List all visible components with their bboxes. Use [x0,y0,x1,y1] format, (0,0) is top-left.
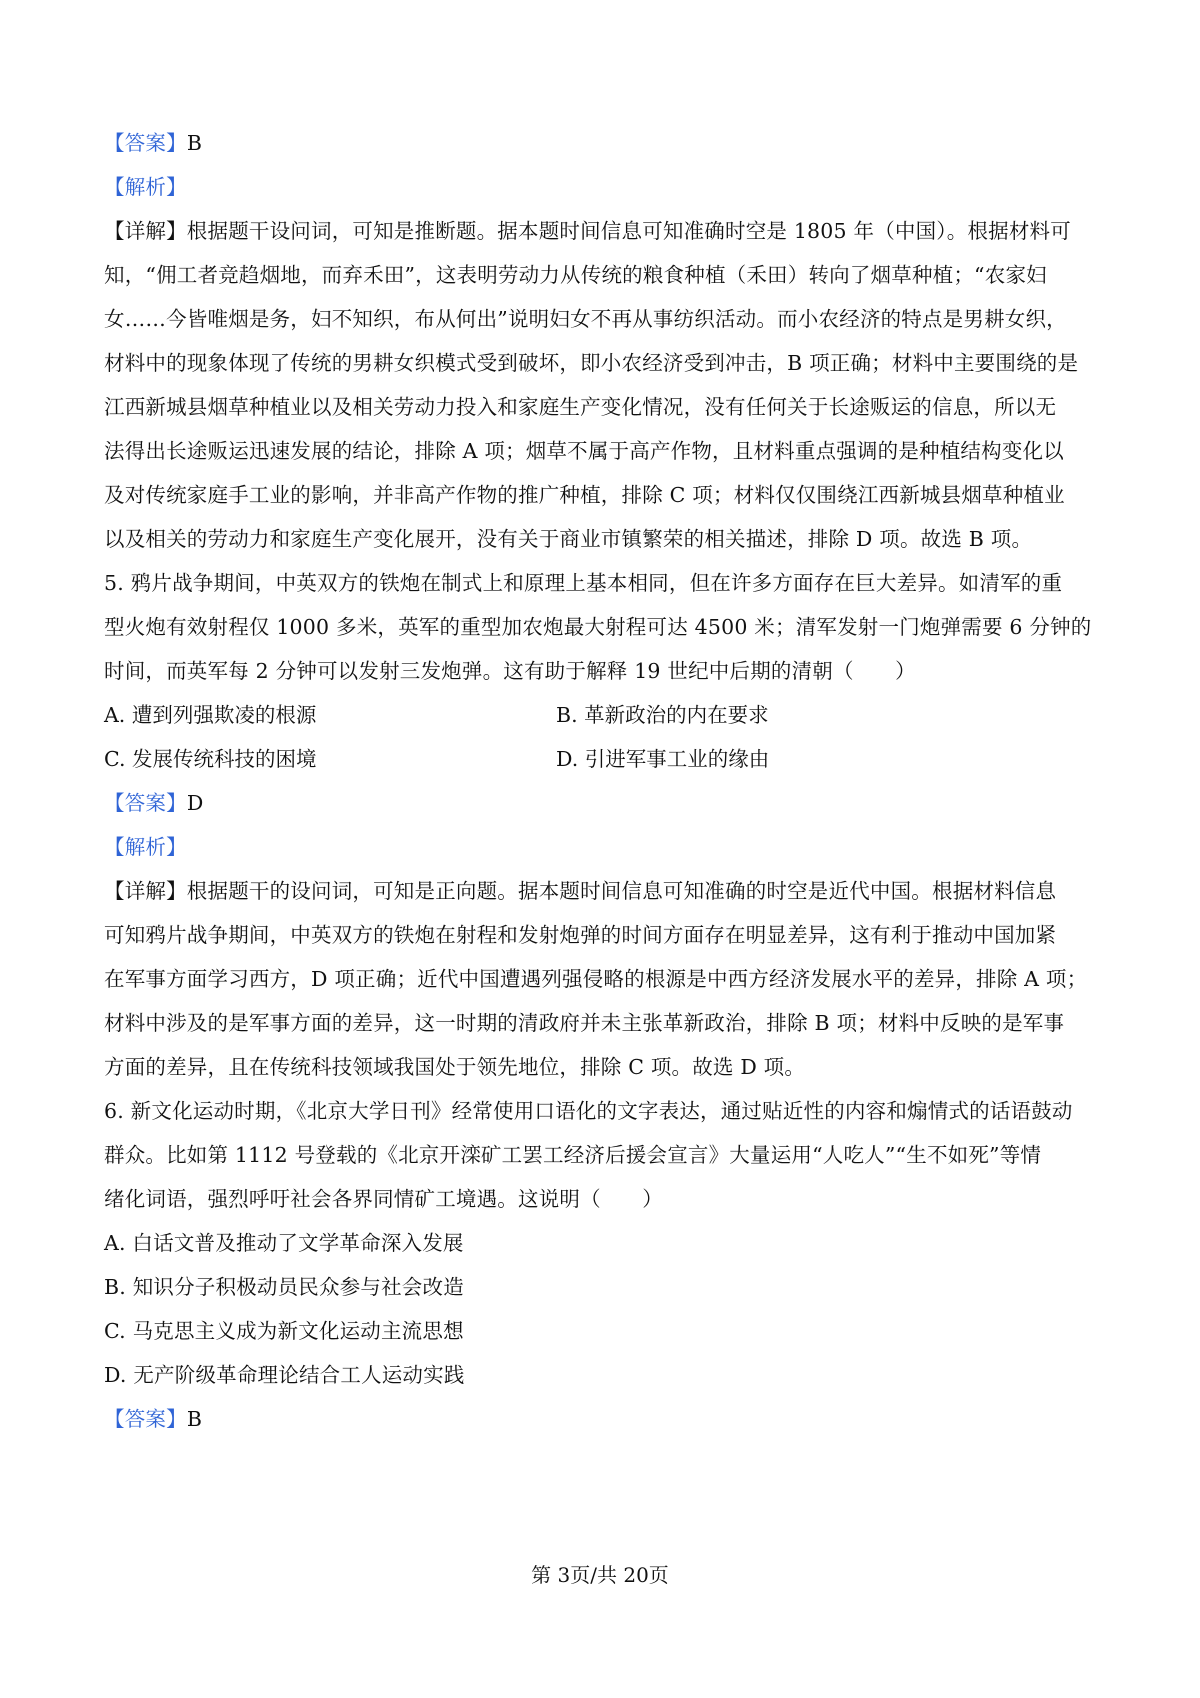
explanation-line: 材料中的现象体现了传统的男耕女织模式受到破坏，即小农经济受到冲击，B 项正确；材料中主要围绕的是 [104,351,1079,375]
analysis-label: 【解析】 [104,835,187,859]
question-5-stem: 5. 鸦片战争期间，中英双方的铁炮在制式上和原理上基本相同，但在许多方面存在巨大差异。如清军的重 [104,571,1063,595]
question-6-stem: 群众。比如第 1112 号登载的《北京开滦矿工罢工经济后援会宣言》大量运用“人吃人”“生不如死”等情 [104,1143,1042,1167]
answer-value: B [186,1407,203,1431]
explanation-line: 【详解】根据题干设问词，可知是推断题。据本题时间信息可知准确时空是 1805 年（中国）。根据材料可 [104,219,1071,243]
explanation-line: 知，“佣工者竞趋烟地，而弃禾田”，这表明劳动力从传统的粮食种植（禾田）转向了烟草种植；“农家妇 [104,263,1047,287]
question-6-option-b: B. 知识分子积极动员民众参与社会改造 [104,1275,464,1299]
question-6-stem: 绪化词语，强烈呼吁社会各界同情矿工境遇。这说明（ ） [104,1187,663,1211]
answer-line [104,788,1104,818]
explanation-line: 江西新城县烟草种植业以及相关劳动力投入和家庭生产变化情况，没有任何关于长途贩运的信息，所以无 [104,395,1057,419]
question-5-option-b: B. 革新政治的内在要求 [556,703,769,727]
question-6-option-c: C. 马克思主义成为新文化运动主流思想 [104,1319,464,1343]
analysis-line [104,832,1104,862]
answer-label: 【答案】 [104,1407,187,1431]
question-5-option-d: D. 引进军事工业的缘由 [556,747,770,771]
explanation-line: 方面的差异，且在传统科技领域我国处于领先地位，排除 C 项。故选 D 项。 [104,1055,806,1079]
explanation-line: 以及相关的劳动力和家庭生产变化展开，没有关于商业市镇繁荣的相关描述，排除 D 项。故选 B 项。 [104,527,1033,551]
question-5-option-a: A. 遭到列强欺凌的根源 [104,703,317,727]
explanation-line: 可知鸦片战争期间，中英双方的铁炮在射程和发射炮弹的时间方面存在明显差异，这有利于推动中国加紧 [104,923,1057,947]
question-5-stem: 型火炮有效射程仅 1000 多米，英军的重型加农炮最大射程可达 4500 米；清军发射一门炮弹需要 6 分钟的 [104,615,1092,639]
explanation-line: 材料中涉及的是军事方面的差异，这一时期的清政府并未主张革新政治，排除 B 项；材料中反映的是军事 [104,1011,1065,1035]
answer-line [104,1404,1104,1434]
question-5-stem: 时间，而英军每 2 分钟可以发射三发炮弹。这有助于解释 19 世纪中后期的清朝（ ） [104,659,916,683]
explanation-line: 法得出长途贩运迅速发展的结论，排除 A 项；烟草不属于高产作物，且材料重点强调的是种植结构变化以 [104,439,1064,463]
explanation-line: 在军事方面学习西方，D 项正确；近代中国遭遇列强侵略的根源是中西方经济发展水平的差异，排除 A 项； [104,967,1088,991]
explanation-line: 及对传统家庭手工业的影响，并非高产作物的推广种植，排除 C 项；材料仅仅围绕江西新城县烟草种植业 [104,483,1065,507]
explanation-line: 【详解】根据题干的设问词，可知是正向题。据本题时间信息可知准确的时空是近代中国。根据材料信息 [104,879,1057,903]
page-number: 第 3页/共 20页 [531,1563,669,1587]
answer-label: 【答案】 [104,131,187,155]
answer-line [104,128,1104,158]
analysis-label: 【解析】 [104,175,187,199]
answer-value: B [186,131,203,155]
explanation-line: 女……今皆唯烟是务，妇不知织，布从何出”说明妇女不再从事纺织活动。而小农经济的特点是男耕女织， [104,307,1067,331]
question-5-option-c: C. 发展传统科技的困境 [104,747,317,771]
answer-value: D [186,791,204,815]
question-6-stem: 6. 新文化运动时期，《北京大学日刊》经常使用口语化的文字表达，通过贴近性的内容和煽情式的话语鼓动 [104,1099,1073,1123]
analysis-line [104,172,1104,202]
question-6-option-a: A. 白话文普及推动了文学革命深入发展 [104,1231,464,1255]
question-6-option-d: D. 无产阶级革命理论结合工人运动实践 [104,1363,465,1387]
answer-label: 【答案】 [104,791,187,815]
